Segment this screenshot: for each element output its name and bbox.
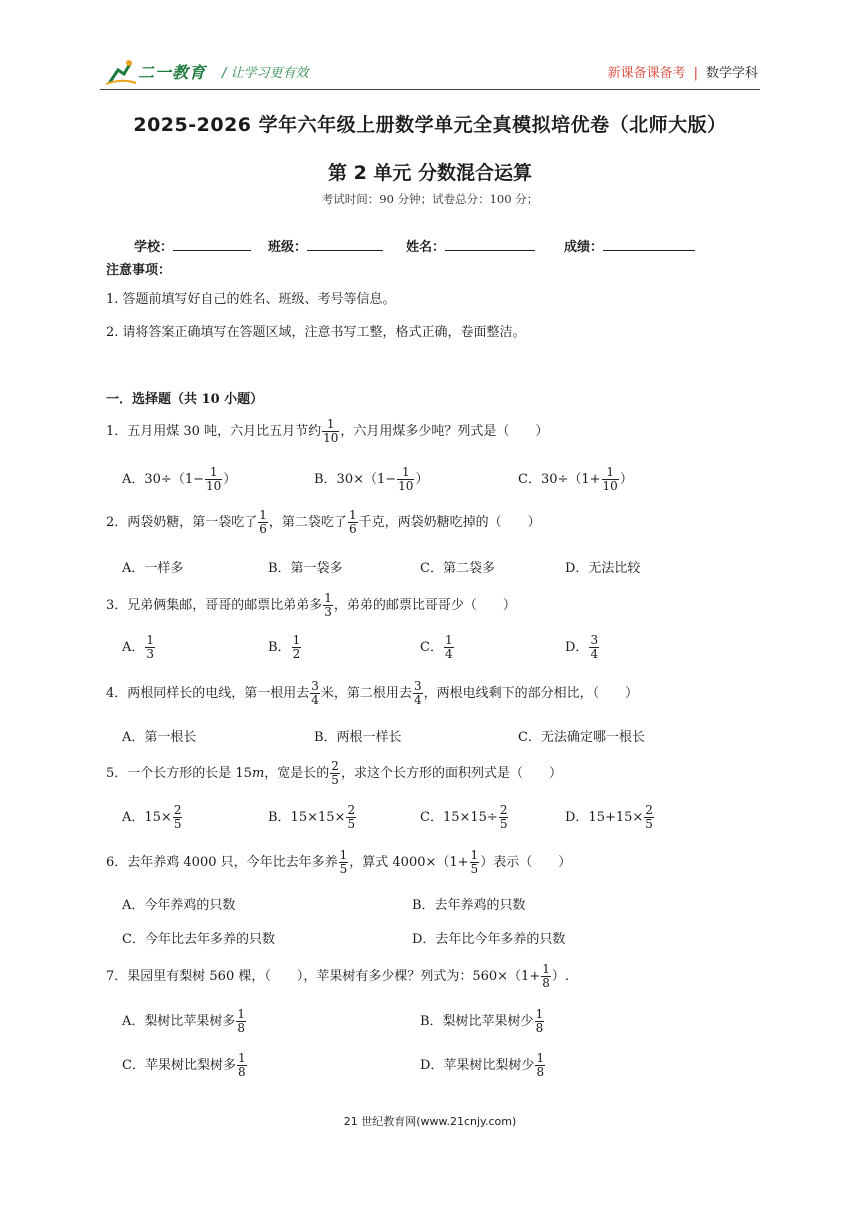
name-field[interactable]: 姓名： <box>406 236 535 255</box>
question-3: 3．兄弟俩集邮，哥哥的邮票比弟弟多 $\frac{1}{3}$ ，弟弟的邮票比哥哥少（ ） <box>106 591 516 619</box>
school-field[interactable]: 学校： <box>134 236 251 255</box>
fraction: $\frac{1}{10}$ <box>323 417 339 445</box>
school-blank[interactable] <box>173 236 251 251</box>
option-5d[interactable]: D．15+15× $\frac{2}{5}$ <box>565 803 653 831</box>
exam-info: 考试时间：90 分钟；试卷总分：100 分； <box>321 192 539 206</box>
option-3c[interactable]: C． $\frac{1}{4}$ <box>420 633 453 661</box>
option-7c[interactable]: C．苹果树比梨树多 $\frac{1}{8}$ <box>122 1051 246 1079</box>
question-7: 7．果园里有梨树 560 棵，（ ），苹果树有多少棵？列式为：560×（1+ $\frac{1}{8}$ ）. <box>106 962 569 990</box>
class-blank[interactable] <box>307 236 383 251</box>
option-6d[interactable]: D．去年比今年多养的只数 <box>412 932 566 947</box>
option-2d[interactable]: D．无法比较 <box>565 561 641 576</box>
header-rule <box>100 89 760 90</box>
fraction: $\frac{1}{3}$ <box>324 591 332 619</box>
option-4b[interactable]: B．两根一样长 <box>314 730 402 745</box>
note-item: 1. 答题前填写好自己的姓名、班级、考号等信息。 <box>106 292 396 307</box>
fraction: $\frac{1}{5}$ <box>470 848 479 876</box>
fraction: $\frac{1}{6}$ <box>348 508 357 536</box>
option-7a[interactable]: A．梨树比苹果树多 $\frac{1}{8}$ <box>122 1007 246 1035</box>
option-5c[interactable]: C．15×15÷ $\frac{2}{5}$ <box>420 803 508 831</box>
header-tag: 新课备课备考 <box>607 66 686 81</box>
score-field[interactable]: 成绩： <box>564 236 695 255</box>
option-7d[interactable]: D．苹果树比梨树少 $\frac{1}{8}$ <box>420 1051 545 1079</box>
option-1b[interactable]: B．30×（1− $\frac{1}{10}$ ） <box>314 465 429 493</box>
question-2: 2．两袋奶糖，第一袋吃了 $\frac{1}{6}$ ，第二袋吃了 $\frac{1}{6}$ 千克，两袋奶糖吃掉的（ ） <box>106 508 541 536</box>
notes-title: 注意事项： <box>106 263 172 278</box>
option-2a[interactable]: A．一样多 <box>122 561 184 576</box>
fraction: $\frac{3}{4}$ <box>311 679 319 707</box>
section-title: 一．选择题（共 10 小题） <box>106 392 264 407</box>
option-4c[interactable]: C．无法确定哪一根长 <box>518 730 645 745</box>
option-6c[interactable]: C．今年比去年多养的只数 <box>122 932 275 947</box>
option-5b[interactable]: B．15×15× $\frac{2}{5}$ <box>268 803 356 831</box>
page-title: 2025-2026 学年六年级上册数学单元全真模拟培优卷（北师大版） <box>133 114 727 136</box>
score-blank[interactable] <box>603 236 695 251</box>
logo-text: 二一教育 <box>138 63 207 82</box>
option-1a[interactable]: A．30÷（1− $\frac{1}{10}$ ） <box>122 465 237 493</box>
question-6: 6．去年养鸡 4000 只，今年比去年多养 $\frac{1}{5}$ ，算式 4000×（1+ $\frac{1}{5}$ ）表示（ ） <box>106 848 572 876</box>
option-3b[interactable]: B． $\frac{1}{2}$ <box>268 633 301 661</box>
option-2c[interactable]: C．第二袋多 <box>420 561 495 576</box>
option-1c[interactable]: C．30÷（1+ $\frac{1}{10}$ ） <box>518 465 633 493</box>
question-1: 1．五月用煤 30 吨，六月比五月节约 $\frac{1}{10}$ ，六月用煤多少吨？列式是（ ） <box>106 417 549 445</box>
question-4: 4．两根同样长的电线，第一根用去 $\frac{3}{4}$ 米，第二根用去 $\frac{3}{4}$ ，两根电线剩下的部分相比，（ ） <box>106 679 639 707</box>
page-subtitle: 第 2 单元 分数混合运算 <box>327 162 533 184</box>
fraction: $\frac{1}{6}$ <box>259 508 267 536</box>
page-footer: 21 世纪教育网(www.21cnjy.com) <box>343 1115 517 1128</box>
option-2b[interactable]: B．第一袋多 <box>268 561 343 576</box>
header-subject: 数学学科 <box>705 66 758 81</box>
option-6b[interactable]: B．去年养鸡的只数 <box>412 898 526 913</box>
option-7b[interactable]: B．梨树比苹果树少 $\frac{1}{8}$ <box>420 1007 544 1035</box>
fraction: $\frac{1}{8}$ <box>542 962 550 990</box>
header-separator: | <box>693 66 698 81</box>
fraction: $\frac{3}{4}$ <box>413 679 422 707</box>
slogan: / 让学习更有效 <box>222 66 309 81</box>
header-right <box>608 62 758 81</box>
option-3a[interactable]: A． $\frac{1}{3}$ <box>122 633 155 661</box>
page-header <box>100 56 760 90</box>
note-item: 2. 请将答案正确填写在答题区域，注意书写工整，格式正确，卷面整洁。 <box>106 325 526 340</box>
fraction: $\frac{2}{5}$ <box>331 759 339 787</box>
class-field[interactable]: 班级： <box>268 236 383 255</box>
question-5: 5．一个长方形的长是 15m，宽是长的 $\frac{2}{5}$ ，求这个长方形的面积列式是（ ） <box>106 759 562 787</box>
option-3d[interactable]: D． $\frac{3}{4}$ <box>565 633 599 661</box>
option-4a[interactable]: A．第一根长 <box>122 730 197 745</box>
fraction: $\frac{1}{5}$ <box>339 848 348 876</box>
name-blank[interactable] <box>445 236 535 251</box>
option-5a[interactable]: A．15× $\frac{2}{5}$ <box>122 803 182 831</box>
option-6a[interactable]: A．今年养鸡的只数 <box>122 898 236 913</box>
